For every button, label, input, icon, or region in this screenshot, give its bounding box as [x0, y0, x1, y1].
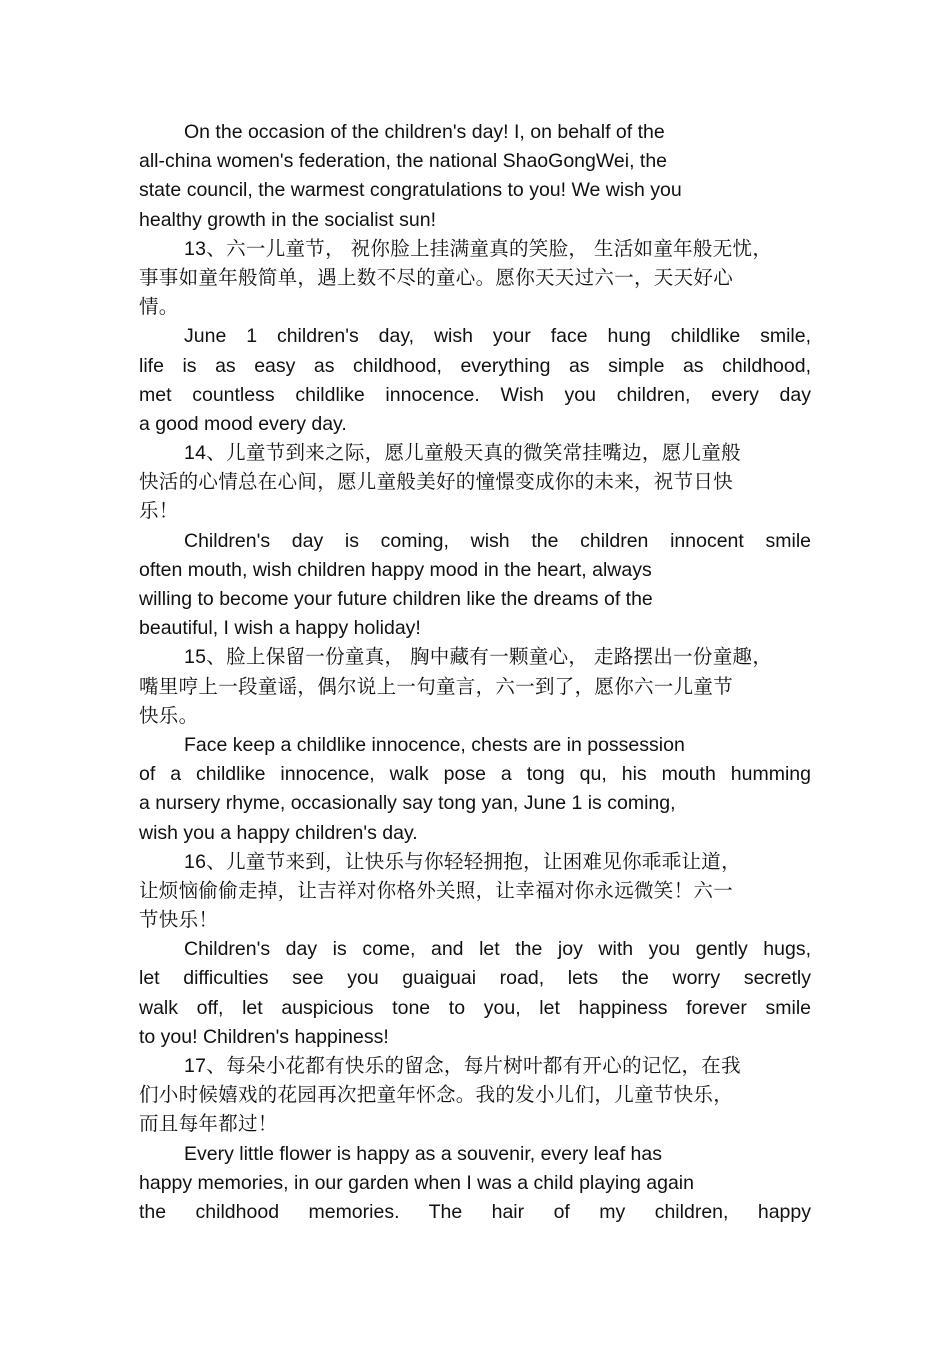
paragraph-line: the childhood memories. The hair of my children, happy: [139, 1200, 811, 1223]
paragraph-first-line: June 1 children's day, wish your face hung childlike smile,: [184, 325, 811, 348]
paragraph-line: walk off, let auspicious tone to you, let happiness forever smile: [139, 996, 811, 1019]
paragraph-line: all-china women's federation, the national ShaoGongWei, the: [139, 150, 668, 173]
paragraph-first-line: 14、儿童节到来之际，愿儿童般天真的微笑常挂嘴边，愿儿童般: [184, 442, 741, 465]
paragraph-line: state council, the warmest congratulations to you! We wish you: [139, 179, 682, 202]
paragraph-line: often mouth, wish children happy mood in the heart, always: [139, 558, 652, 581]
paragraph-line: 快乐。: [139, 704, 199, 727]
paragraph-first-line: 17、每朵小花都有快乐的留念，每片树叶都有开心的记忆，在我: [184, 1055, 741, 1077]
paragraph-line: 嘴里哼上一段童谣，偶尔说上一句童言，六一到了，愿你六一儿童节: [139, 675, 734, 698]
document-body: [139, 118, 829, 1227]
paragraph-line: 而且每年都过！: [139, 1113, 278, 1136]
paragraph-line: a good mood every day.: [139, 412, 347, 435]
paragraph-first-line: 13、六一儿童节， 祝你脸上挂满童真的笑脸， 生活如童年般无忧，: [184, 237, 773, 260]
paragraph-first-line: 16、儿童节来到，让快乐与你轻轻拥抱，让困难见你乖乖让道，: [184, 850, 741, 873]
paragraph-first-line: Every little flower is happy as a souvenir, every leaf has: [184, 1142, 662, 1165]
paragraph-line: 节快乐！: [139, 909, 219, 932]
paragraph-line: a nursery rhyme, occasionally say tong yan, June 1 is coming,: [139, 792, 676, 815]
paragraph-first-line: Children's day is coming, wish the children innocent smile: [184, 529, 811, 552]
paragraph-first-line: 15、脸上保留一份童真， 胸中藏有一颗童心， 走路摆出一份童趣，: [184, 646, 773, 669]
paragraph-line: life is as easy as childhood, everything as simple as childhood,: [139, 354, 811, 377]
paragraph-line: 快活的心情总在心间，愿儿童般美好的憧憬变成你的未来，祝节日快: [139, 471, 734, 494]
paragraph-line: 们小时候嬉戏的花园再次把童年怀念。我的发小儿们，儿童节快乐，: [139, 1084, 734, 1107]
paragraph-line: happy memories, in our garden when I was a child playing again: [139, 1171, 694, 1194]
paragraph-first-line: Children's day is come, and let the joy with you gently hugs,: [184, 938, 811, 961]
paragraph-line: to you! Children's happiness!: [139, 1025, 389, 1048]
paragraph-line: let difficulties see you guaiguai road, lets the worry secretly: [139, 967, 811, 990]
paragraph-line: wish you a happy children's day.: [139, 821, 418, 844]
paragraph-line: 情。: [139, 296, 179, 319]
paragraph-line: of a childlike innocence, walk pose a tong qu, his mouth humming: [139, 763, 811, 786]
paragraph-first-line: On the occasion of the children's day! I, on behalf of the: [184, 121, 665, 143]
paragraph-line: beautiful, I wish a happy holiday!: [139, 617, 421, 640]
paragraph-line: willing to become your future children like the dreams of the: [139, 588, 653, 610]
paragraph-first-line: Face keep a childlike innocence, chests are in possession: [184, 733, 685, 756]
paragraph-line: 事事如童年般简单，遇上数不尽的童心。愿你天天过六一，天天好心: [139, 266, 734, 289]
paragraph-line: 乐！: [139, 500, 179, 523]
paragraph-line: healthy growth in the socialist sun!: [139, 208, 436, 231]
paragraph-line: 让烦恼偷偷走掉，让吉祥对你格外关照，让幸福对你永远微笑！六一: [139, 879, 734, 902]
paragraph-line: met countless childlike innocence. Wish you children, every day: [139, 383, 811, 406]
